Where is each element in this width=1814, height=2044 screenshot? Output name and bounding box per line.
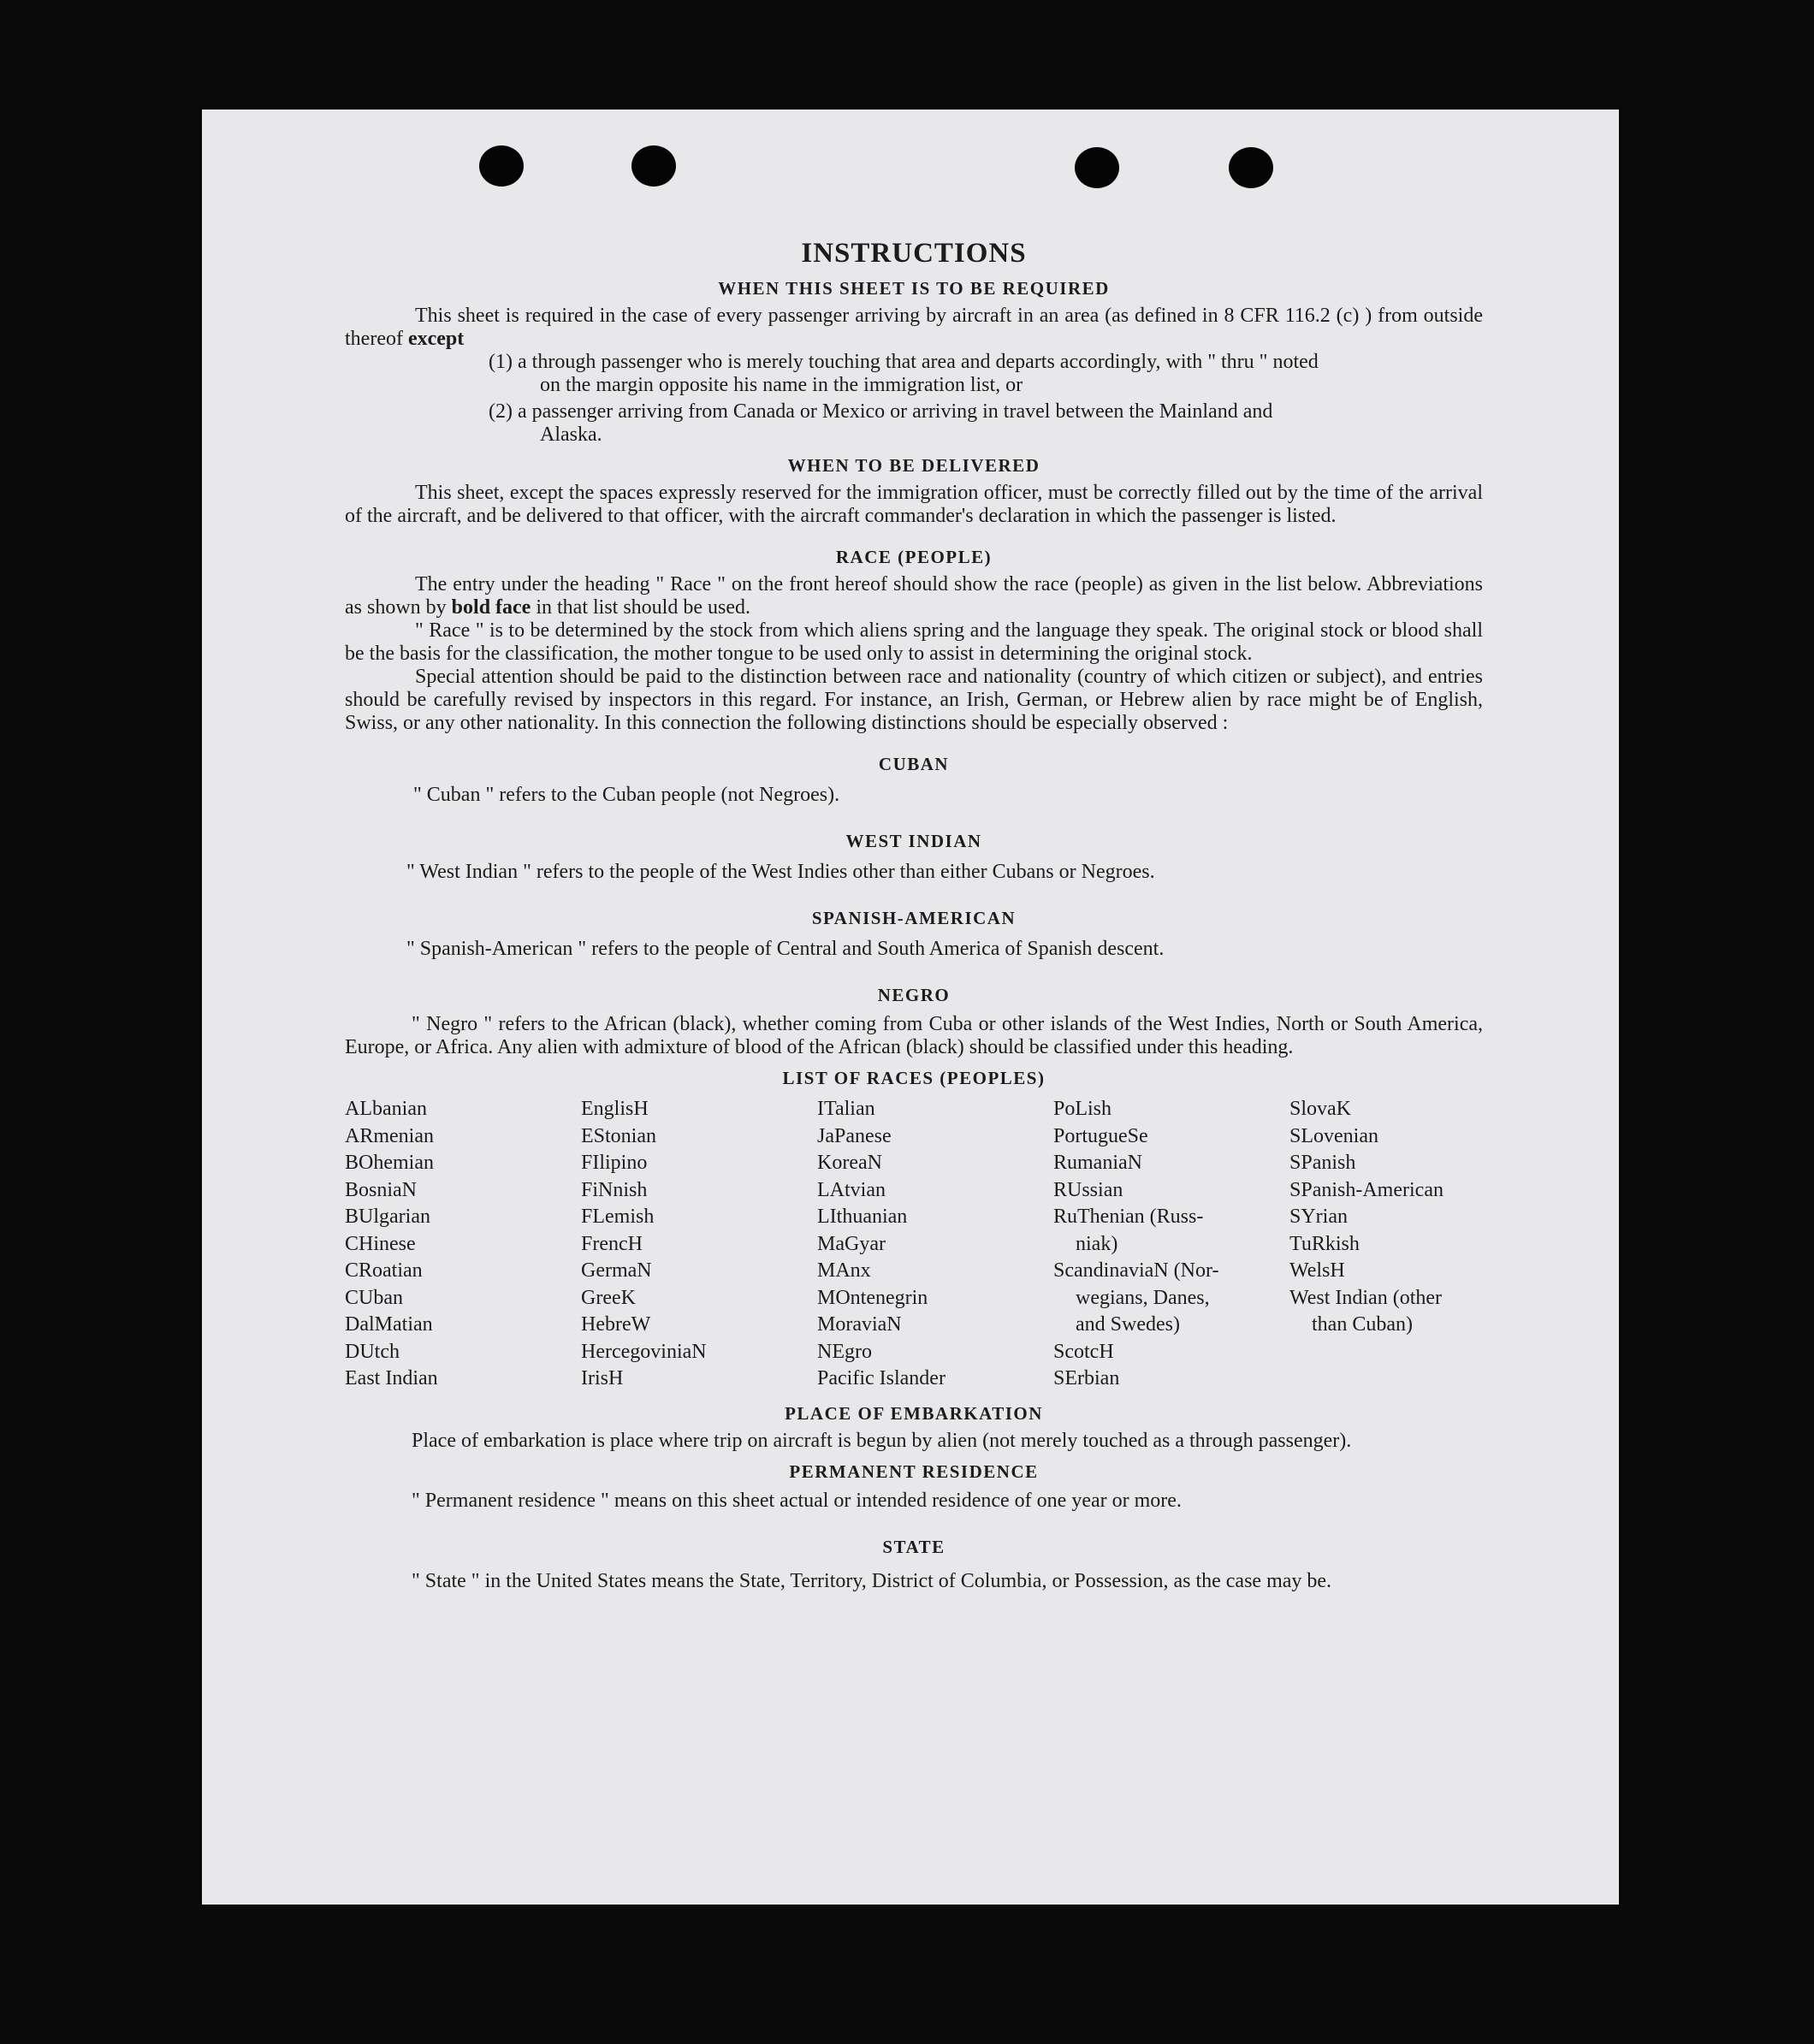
- race-entry: CRoatian: [345, 1259, 423, 1282]
- race-entry: PortugueSe: [1053, 1124, 1148, 1147]
- race-entry: and Swedes): [1076, 1313, 1180, 1336]
- race-entry: ScandinaviaN (Nor-: [1053, 1259, 1219, 1282]
- race-entry: FrencH: [581, 1232, 643, 1255]
- section-heading: STATE: [882, 1536, 946, 1557]
- race-entry: FIlipino: [581, 1152, 648, 1174]
- race-entry: MaGyar: [817, 1232, 886, 1255]
- paragraph: " West Indian " refers to the people of the West Indies other than either Cubans or Negroes.: [406, 861, 1155, 883]
- race-entry: SLovenian: [1289, 1124, 1378, 1147]
- race-entry: ITalian: [817, 1098, 875, 1120]
- paragraph: " Negro " refers to the African (black), whether coming from Cuba or other islands of the West Indies, North or South America, Europe, or Africa. Any alien with admixture of blood of the African (black) should be classified under this heading.: [345, 1013, 1483, 1058]
- race-entry: EnglisH: [581, 1098, 649, 1120]
- paragraph: The entry under the heading " Race " on the front hereof should show the race (people) as given in the list below. Abbreviations as shown by bold face in that list should be used.: [345, 573, 1483, 619]
- race-entry: CHinese: [345, 1232, 416, 1255]
- race-entry: LAtvian: [817, 1178, 886, 1201]
- race-entry: PoLish: [1053, 1098, 1112, 1120]
- race-entry: TuRkish: [1289, 1232, 1360, 1255]
- punch-hole: [1229, 147, 1273, 188]
- section-heading: CUBAN: [878, 754, 950, 774]
- paragraph: " Cuban " refers to the Cuban people (not Negroes).: [413, 784, 840, 806]
- race-entry: EStonian: [581, 1124, 656, 1147]
- race-entry: West Indian (other: [1289, 1286, 1443, 1309]
- race-entry: niak): [1076, 1232, 1118, 1255]
- list-item: (2) a passenger arriving from Canada or Mexico or arriving in travel between the Mainland and Alaska.: [489, 400, 1273, 446]
- race-entry: LIthuanian: [817, 1206, 908, 1228]
- race-column: [581, 1096, 817, 1393]
- page-title: INSTRUCTIONS: [801, 238, 1027, 269]
- race-entry: ALbanian: [345, 1098, 427, 1120]
- punch-hole: [631, 145, 676, 187]
- section-heading: PLACE OF EMBARKATION: [785, 1402, 1043, 1424]
- race-entry: BosniaN: [345, 1178, 417, 1201]
- instructions-content: [345, 238, 1483, 1596]
- race-entry: HercegoviniaN: [581, 1340, 707, 1363]
- race-entry: RUssian: [1053, 1178, 1123, 1201]
- race-entry: Pacific Islander: [817, 1367, 946, 1389]
- race-entry: RuThenian (Russ-: [1053, 1206, 1204, 1228]
- race-entry: ScotcH: [1053, 1340, 1114, 1363]
- section-heading: RACE (PEOPLE): [835, 547, 993, 567]
- race-entry: SlovaK: [1289, 1098, 1351, 1120]
- race-entry: GermaN: [581, 1259, 652, 1282]
- race-column: [817, 1096, 1053, 1393]
- race-column: [345, 1096, 581, 1393]
- section-heading: NEGRO: [877, 985, 951, 1005]
- race-entry: RumaniaN: [1053, 1152, 1142, 1174]
- race-entry: BOhemian: [345, 1152, 434, 1174]
- section-heading: WEST INDIAN: [845, 831, 982, 851]
- section-heading: WHEN TO BE DELIVERED: [787, 455, 1040, 476]
- paragraph: Place of embarkation is place where trip on aircraft is begun by alien (not merely touched as a through passenger).: [412, 1429, 1352, 1452]
- paragraph: Special attention should be paid to the distinction between race and nationality (country of which citizen or subject), and entries should be carefully revised by inspectors in this regard. For instance, an Irish, German, or Hebrew alien by race might be of English, Swiss, or any other nationality. In this connection the following distinctions should be especially observed :: [345, 666, 1483, 734]
- paragraph: " State " in the United States means the State, Territory, District of Columbia, or Possession, as the case may be.: [412, 1569, 1332, 1592]
- race-entry: HebreW: [581, 1313, 651, 1336]
- list-item: (1) a through passenger who is merely touching that area and departs accordingly, with " thru " noted on the margin opposite his name in the immigration list, or: [489, 351, 1319, 396]
- race-entry: MOntenegrin: [817, 1286, 928, 1309]
- race-column: [1289, 1096, 1495, 1393]
- race-entry: wegians, Danes,: [1076, 1286, 1210, 1309]
- race-entry: KoreaN: [817, 1152, 882, 1174]
- race-column: [1053, 1096, 1289, 1393]
- race-entry: BUlgarian: [345, 1206, 430, 1228]
- race-list: [345, 1096, 1483, 1393]
- race-entry: GreeK: [581, 1286, 636, 1309]
- race-entry: MAnx: [817, 1259, 871, 1282]
- race-entry: MoraviaN: [817, 1313, 902, 1336]
- race-entry: JaPanese: [817, 1124, 892, 1147]
- race-entry: SYrian: [1289, 1206, 1348, 1228]
- race-entry: SPanish: [1289, 1152, 1356, 1174]
- race-entry: SErbian: [1053, 1367, 1120, 1389]
- punch-hole: [479, 145, 524, 187]
- race-entry: FLemish: [581, 1206, 655, 1228]
- document-page: [202, 110, 1619, 1905]
- section-heading: SPANISH-AMERICAN: [811, 908, 1017, 928]
- paragraph: " Race " is to be determined by the stock from which aliens spring and the language they speak. The original stock or blood shall be the basis for the classification, the mother tongue to be used only to assist in determining the original stock.: [345, 619, 1483, 665]
- race-entry: SPanish-American: [1289, 1178, 1443, 1201]
- punch-hole: [1075, 147, 1119, 188]
- paragraph: " Spanish-American " refers to the people of Central and South America of Spanish descent.: [406, 938, 1165, 960]
- paragraph: " Permanent residence " means on this sheet actual or intended residence of one year or more.: [412, 1489, 1182, 1512]
- section-heading: PERMANENT RESIDENCE: [789, 1460, 1039, 1482]
- paragraph: This sheet, except the spaces expressly reserved for the immigration officer, must be correctly filled out by the time of the arrival of the aircraft, and be delivered to that officer, with the aircraft commander's declaration in which the passenger is listed.: [345, 482, 1483, 527]
- race-entry: East Indian: [345, 1367, 438, 1389]
- race-entry: DUtch: [345, 1340, 400, 1363]
- paragraph: This sheet is required in the case of every passenger arriving by aircraft in an area (as defined in 8 CFR 116.2 (c) ) from outside thereof except: [345, 305, 1483, 350]
- race-entry: FiNnish: [581, 1178, 648, 1201]
- race-entry: DalMatian: [345, 1313, 433, 1336]
- race-entry: than Cuban): [1312, 1313, 1413, 1336]
- race-entry: CUban: [345, 1286, 403, 1309]
- race-entry: NEgro: [817, 1340, 872, 1363]
- race-entry: ARmenian: [345, 1124, 434, 1147]
- race-entry: IrisH: [581, 1367, 624, 1389]
- race-entry: WelsH: [1289, 1259, 1345, 1282]
- section-heading: WHEN THIS SHEET IS TO BE REQUIRED: [718, 278, 1110, 299]
- section-heading: LIST OF RACES (PEOPLES): [782, 1068, 1046, 1088]
